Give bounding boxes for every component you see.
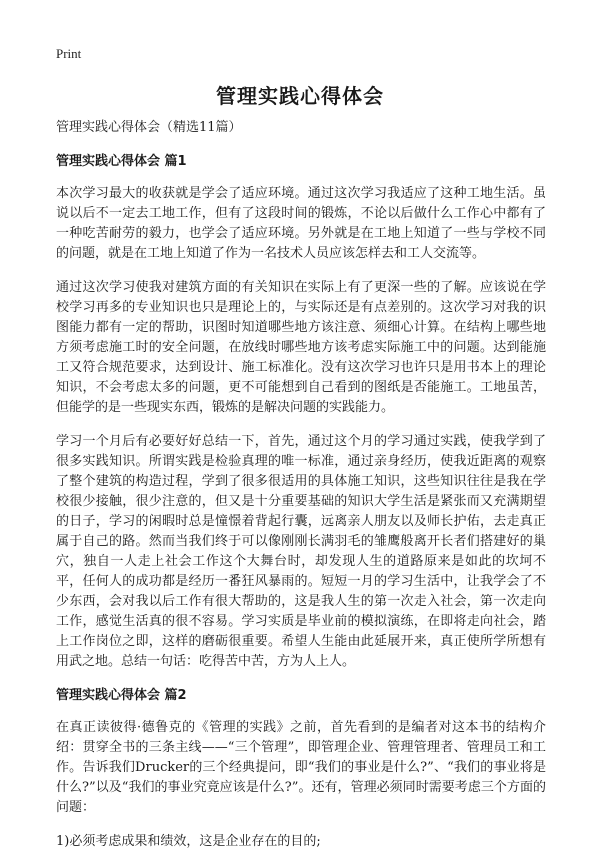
paragraph: 1)必须考虑成果和绩效，这是企业存在的目的; [56,834,321,849]
print-link[interactable]: Print [56,46,82,61]
paragraph: 学习一个月后有必要好好总结一下，首先，通过这个月的学习通过实践，使我学到了很多实践知识。所谓实践是检验真理的唯一标准，通过亲身经历，使我近距离的观察了整个建筑的构造过程，学到了很多很适用的具体施工知识，这些知识往往是我在学校很少接触，很少注意的，但又是十分重要基础的知识大学生活是紧张而又充满期望的日子，学习的闲暇时总是憧憬着背起行囊，远离亲人朋友以及师长护佑，去走真正属于自己的路。然而当我们终于可以像刚刚长满羽毛的雏鹰般离开长者们搭建好的巢穴，独自一人走上社会工作这个大舞台时，却发现人生的道路原来是如此的坎坷不平，任何人的成功都是经历一番狂风暴雨的。短短一月的学习生活中，让我学会了不少东西，会对我以后工作有很大帮助的，这是我人生的第一次走入社会，第一次走向工作，感觉生活真的很不容易。学习实质是毕业前的模拟演练，在即将走向社会，踏上工作岗位之即，这样的磨砺很重要。希望人生能由此延展开来，真正使所学所想有用武之地。总结一句话：吃得苦中苦，方为人上人。 [56,434,546,669]
document-subtitle: 管理实践心得体会（精选11篇） [56,120,242,135]
paragraph: 通过这次学习使我对建筑方面的有关知识在实际上有了更深一些的了解。应该说在学校学习再多的专业知识也只是理论上的，与实际还是有点差别的。这次学习对我的识图能力都有一定的帮助，识图时知道哪些地方该注意、须细心计算。在结构上哪些地方须考虑施工时的安全问题，在放线时哪些地方该考虑实际施工中的问题。达到能施工又符合规范要求，达到设计、施工标准化。没有这次学习也许只是用书本上的理论知识，不会考虑太多的问题，更不可能想到自己看到的图纸是否能施工。工地虽苦，但能学的是一些现实东西，锻炼的是解决问题的实践能力。 [56,280,546,415]
section-heading: 管理实践心得体会 篇2 [56,688,187,703]
section-2 [56,686,546,852]
document-body [56,118,546,866]
section-heading: 管理实践心得体会 篇1 [56,154,187,169]
section-1 [56,152,546,672]
paragraph: 本次学习最大的收获就是学会了适应环境。通过这次学习我适应了这种工地生活。虽说以后不一定去工地工作，但有了这段时间的锻炼，不论以后做什么工作心中都有了一种吃苦耐劳的毅力，也学会了适应环境。另外就是在工地上知道了一些与学校不同的问题，就是在工地上知道了作为一名技术人员应该怎样去和工人交流等。 [56,186,546,261]
document-title: 管理实践心得体会 [216,84,384,108]
paragraph: 在真正读彼得·德鲁克的《管理的实践》之前，首先看到的是编者对这本书的结构介绍：贯穿全书的三条主线——“三个管理”，即管理企业、管理管理者、管理员工和工作。告诉我们Drucker的三个经典提问，即“我们的事业是什么?”、“我们的事业将是什么?”以及“我们的事业究竟应该是什么?”。还有，管理必须同时需要考虑三个方面的问题： [56,720,546,815]
